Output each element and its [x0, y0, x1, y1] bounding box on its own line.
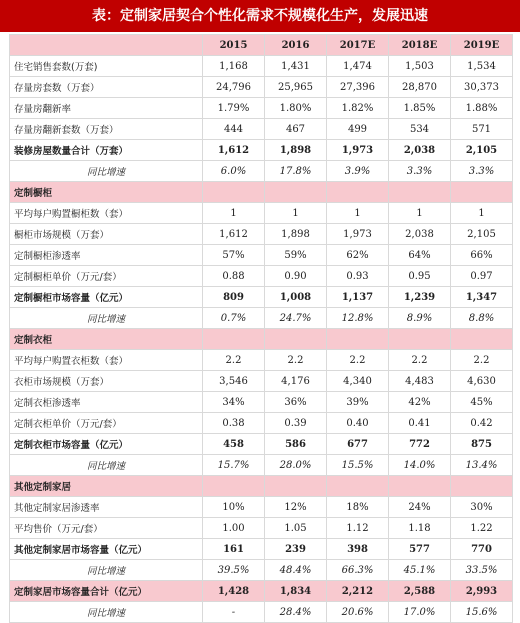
value-cell: 13.4%	[451, 455, 513, 476]
value-cell	[389, 329, 451, 350]
row-label: 橱柜市场规模（万套）	[10, 224, 203, 245]
row-label: 定制橱柜	[10, 182, 203, 203]
value-cell: 17.0%	[389, 602, 451, 623]
row-label: 定制家居市场容量合计（亿元）	[10, 581, 203, 602]
value-cell: 15.7%	[203, 455, 265, 476]
value-cell: 1,973	[327, 224, 389, 245]
value-cell	[203, 182, 265, 203]
value-cell: 770	[451, 539, 513, 560]
table-row	[10, 392, 513, 413]
value-cell: 4,630	[451, 371, 513, 392]
value-cell: 1.88%	[451, 98, 513, 119]
value-cell: 1,347	[451, 287, 513, 308]
value-cell: 45%	[451, 392, 513, 413]
value-cell: 0.88	[203, 266, 265, 287]
table-row	[10, 140, 513, 161]
row-label: 定制橱柜渗透率	[10, 245, 203, 266]
value-cell: 1.85%	[389, 98, 451, 119]
value-cell: 1,612	[203, 140, 265, 161]
row-label: 存量房翻新率	[10, 98, 203, 119]
value-cell: 17.8%	[265, 161, 327, 182]
value-cell: 20.6%	[327, 602, 389, 623]
header-cell-blank	[10, 35, 203, 56]
row-label: 定制衣柜	[10, 329, 203, 350]
value-cell	[327, 182, 389, 203]
value-cell: 33.5%	[451, 560, 513, 581]
value-cell: 36%	[265, 392, 327, 413]
value-cell: 1	[389, 203, 451, 224]
value-cell: -	[203, 602, 265, 623]
value-cell: 2.2	[203, 350, 265, 371]
value-cell: 499	[327, 119, 389, 140]
row-label: 住宅销售套数(万套)	[10, 56, 203, 77]
value-cell: 1	[265, 203, 327, 224]
value-cell: 2.2	[389, 350, 451, 371]
value-cell: 0.40	[327, 413, 389, 434]
value-cell: 809	[203, 287, 265, 308]
table-row	[10, 539, 513, 560]
value-cell: 45.1%	[389, 560, 451, 581]
value-cell: 59%	[265, 245, 327, 266]
value-cell: 1	[327, 203, 389, 224]
value-cell: 2.2	[451, 350, 513, 371]
growth-row	[10, 161, 513, 182]
value-cell: 772	[389, 434, 451, 455]
value-cell: 12.8%	[327, 308, 389, 329]
value-cell	[389, 182, 451, 203]
value-cell	[389, 476, 451, 497]
value-cell: 18%	[327, 497, 389, 518]
total-row	[10, 581, 513, 602]
value-cell: 458	[203, 434, 265, 455]
value-cell	[265, 182, 327, 203]
value-cell: 3.3%	[389, 161, 451, 182]
value-cell: 1.18	[389, 518, 451, 539]
section-header-row	[10, 476, 513, 497]
value-cell: 0.39	[265, 413, 327, 434]
row-label: 存量房翻新套数（万套）	[10, 119, 203, 140]
value-cell: 12%	[265, 497, 327, 518]
table-row	[10, 56, 513, 77]
value-cell: 30%	[451, 497, 513, 518]
value-cell: 25,965	[265, 77, 327, 98]
table-row	[10, 287, 513, 308]
value-cell: 2,105	[451, 140, 513, 161]
value-cell: 39%	[327, 392, 389, 413]
row-label: 平均每户购置衣柜数（套）	[10, 350, 203, 371]
value-cell: 1,137	[327, 287, 389, 308]
value-cell: 28.4%	[265, 602, 327, 623]
value-cell: 1,503	[389, 56, 451, 77]
row-label: 装修房屋数量合计（万套）	[10, 140, 203, 161]
row-label: 定制橱柜市场容量（亿元）	[10, 287, 203, 308]
value-cell: 577	[389, 539, 451, 560]
value-cell: 1.05	[265, 518, 327, 539]
value-cell: 3.9%	[327, 161, 389, 182]
value-cell	[265, 329, 327, 350]
row-label: 同比增速	[10, 308, 203, 329]
table-row	[10, 245, 513, 266]
value-cell: 8.8%	[451, 308, 513, 329]
value-cell: 2.2	[327, 350, 389, 371]
value-cell: 15.5%	[327, 455, 389, 476]
value-cell: 28,870	[389, 77, 451, 98]
value-cell: 34%	[203, 392, 265, 413]
value-cell: 398	[327, 539, 389, 560]
value-cell: 0.90	[265, 266, 327, 287]
value-cell: 2,212	[327, 581, 389, 602]
row-label: 存量房套数（万套）	[10, 77, 203, 98]
value-cell: 0.93	[327, 266, 389, 287]
row-label: 其他定制家居市场容量（亿元）	[10, 539, 203, 560]
table-title: 表：定制家居契合个性化需求不规模化生产，发展迅速	[0, 0, 520, 32]
table-row	[10, 119, 513, 140]
value-cell: 0.42	[451, 413, 513, 434]
row-label: 衣柜市场规模（万套）	[10, 371, 203, 392]
value-cell: 27,396	[327, 77, 389, 98]
header-cell-2017e: 2017E	[327, 35, 389, 56]
value-cell: 1.22	[451, 518, 513, 539]
row-label: 定制衣柜市场容量（亿元）	[10, 434, 203, 455]
row-label: 定制衣柜渗透率	[10, 392, 203, 413]
value-cell: 0.97	[451, 266, 513, 287]
row-label: 同比增速	[10, 560, 203, 581]
growth-row	[10, 560, 513, 581]
value-cell: 48.4%	[265, 560, 327, 581]
row-label: 其他定制家居	[10, 476, 203, 497]
header-cell-2016: 2016	[265, 35, 327, 56]
value-cell	[451, 476, 513, 497]
value-cell: 239	[265, 539, 327, 560]
row-label: 其他定制家居渗透率	[10, 497, 203, 518]
value-cell: 64%	[389, 245, 451, 266]
value-cell: 875	[451, 434, 513, 455]
table-body	[10, 56, 513, 623]
header-cell-2018e: 2018E	[389, 35, 451, 56]
value-cell: 1,428	[203, 581, 265, 602]
value-cell: 24.7%	[265, 308, 327, 329]
value-cell: 1.12	[327, 518, 389, 539]
growth-row	[10, 455, 513, 476]
value-cell: 0.41	[389, 413, 451, 434]
value-cell	[327, 329, 389, 350]
value-cell: 677	[327, 434, 389, 455]
value-cell: 1,008	[265, 287, 327, 308]
value-cell: 0.7%	[203, 308, 265, 329]
value-cell	[203, 329, 265, 350]
value-cell: 66%	[451, 245, 513, 266]
value-cell: 1,431	[265, 56, 327, 77]
value-cell: 4,340	[327, 371, 389, 392]
row-label: 定制橱柜单价（万元/套）	[10, 266, 203, 287]
value-cell: 3,546	[203, 371, 265, 392]
value-cell: 2,993	[451, 581, 513, 602]
growth-row	[10, 308, 513, 329]
row-label: 平均每户购置橱柜数（套）	[10, 203, 203, 224]
table-row	[10, 497, 513, 518]
value-cell: 2,588	[389, 581, 451, 602]
value-cell: 1,534	[451, 56, 513, 77]
value-cell: 1,898	[265, 224, 327, 245]
value-cell: 2,038	[389, 224, 451, 245]
value-cell: 0.95	[389, 266, 451, 287]
growth-row	[10, 602, 513, 623]
value-cell: 467	[265, 119, 327, 140]
table-row	[10, 98, 513, 119]
value-cell: 42%	[389, 392, 451, 413]
value-cell	[265, 476, 327, 497]
value-cell: 3.3%	[451, 161, 513, 182]
value-cell: 1	[451, 203, 513, 224]
header-row	[10, 35, 513, 56]
row-label: 同比增速	[10, 455, 203, 476]
value-cell: 1,973	[327, 140, 389, 161]
value-cell: 14.0%	[389, 455, 451, 476]
header-cell-2019e: 2019E	[451, 35, 513, 56]
value-cell	[451, 182, 513, 203]
value-cell	[451, 329, 513, 350]
table-row	[10, 77, 513, 98]
value-cell: 1,239	[389, 287, 451, 308]
value-cell: 1,168	[203, 56, 265, 77]
value-cell: 1	[203, 203, 265, 224]
table-row	[10, 350, 513, 371]
table-row	[10, 413, 513, 434]
value-cell: 1,474	[327, 56, 389, 77]
value-cell: 1,612	[203, 224, 265, 245]
table-row	[10, 518, 513, 539]
value-cell: 586	[265, 434, 327, 455]
value-cell: 66.3%	[327, 560, 389, 581]
value-cell: 1.80%	[265, 98, 327, 119]
value-cell: 15.6%	[451, 602, 513, 623]
value-cell: 39.5%	[203, 560, 265, 581]
value-cell: 6.0%	[203, 161, 265, 182]
header-cell-2015: 2015	[203, 35, 265, 56]
value-cell: 28.0%	[265, 455, 327, 476]
market-size-table	[9, 34, 513, 623]
table-row	[10, 371, 513, 392]
value-cell: 2,038	[389, 140, 451, 161]
value-cell: 10%	[203, 497, 265, 518]
table-row	[10, 203, 513, 224]
value-cell: 1,898	[265, 140, 327, 161]
value-cell: 1.00	[203, 518, 265, 539]
value-cell: 4,176	[265, 371, 327, 392]
value-cell: 1.79%	[203, 98, 265, 119]
value-cell: 30,373	[451, 77, 513, 98]
value-cell: 571	[451, 119, 513, 140]
value-cell: 534	[389, 119, 451, 140]
row-label: 平均售价（万元/套）	[10, 518, 203, 539]
value-cell: 8.9%	[389, 308, 451, 329]
value-cell: 1,834	[265, 581, 327, 602]
value-cell: 2.2	[265, 350, 327, 371]
value-cell: 24%	[389, 497, 451, 518]
table-row	[10, 266, 513, 287]
value-cell: 161	[203, 539, 265, 560]
section-header-row	[10, 182, 513, 203]
table-row	[10, 224, 513, 245]
value-cell: 444	[203, 119, 265, 140]
table-row	[10, 434, 513, 455]
value-cell: 4,483	[389, 371, 451, 392]
value-cell: 62%	[327, 245, 389, 266]
value-cell: 24,796	[203, 77, 265, 98]
value-cell: 2,105	[451, 224, 513, 245]
value-cell	[203, 476, 265, 497]
value-cell: 57%	[203, 245, 265, 266]
row-label: 同比增速	[10, 161, 203, 182]
row-label: 同比增速	[10, 602, 203, 623]
value-cell: 1.82%	[327, 98, 389, 119]
row-label: 定制衣柜单价（万元/套）	[10, 413, 203, 434]
value-cell	[327, 476, 389, 497]
section-header-row	[10, 329, 513, 350]
value-cell: 0.38	[203, 413, 265, 434]
